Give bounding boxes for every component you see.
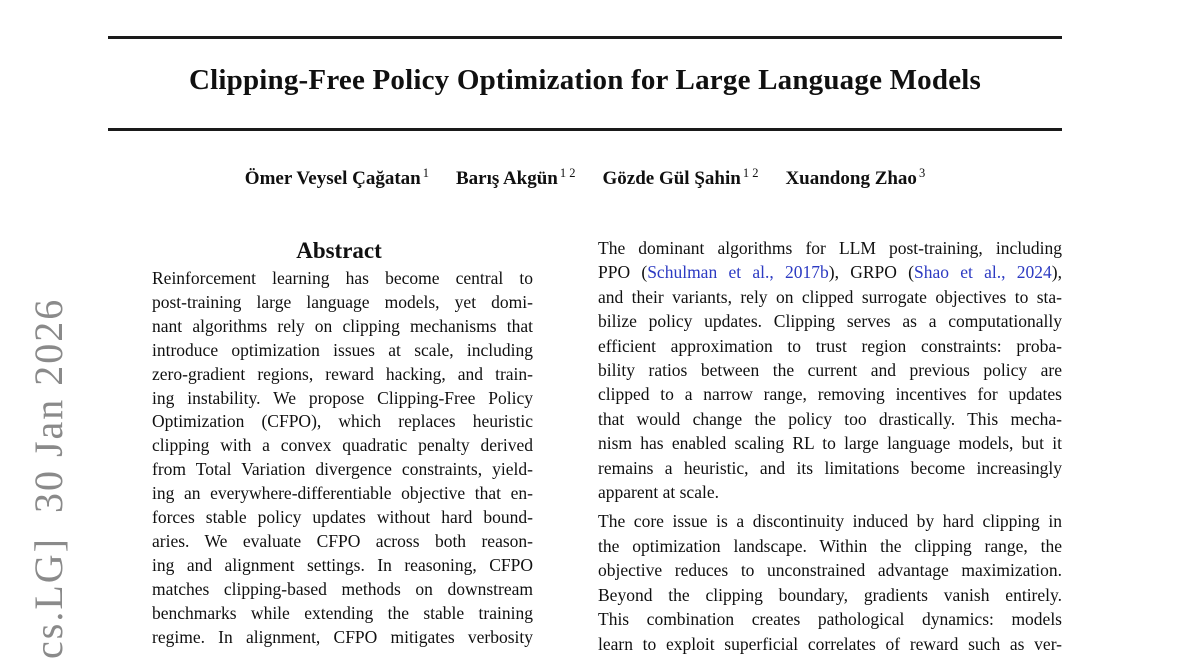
paper-title: Clipping-Free Policy Optimization for Large Language Models (188, 64, 982, 96)
title-rule-top (108, 36, 1062, 39)
abstract-line (152, 387, 533, 411)
text-run: clipping with a convex quadratic penalty derived (152, 435, 533, 456)
body-line (598, 309, 1062, 333)
abstract-line (152, 363, 533, 387)
citation-link[interactable]: Shao et al., 2024 (914, 262, 1052, 283)
text-run: nism has enabled scaling RL to large language models, but it (598, 433, 1062, 454)
text-run: post-training large language models, yet domi- (152, 291, 533, 312)
abstract-line (152, 267, 533, 291)
text-run: regime. In alignment, CFPO mitigates verbosity (152, 626, 533, 647)
author-affiliation-sup: 1 (422, 166, 429, 180)
abstract-line (152, 434, 533, 458)
abstract-line (152, 410, 533, 434)
text-run: nant algorithms rely on clipping mechanisms that (152, 315, 533, 336)
text-run: Reinforcement learning has become central to (152, 268, 533, 288)
author-name: Ömer Veysel Çağatan $^1$ (244, 166, 429, 189)
text-run: This combination creates pathological dynamics: models (598, 609, 1062, 630)
arxiv-stamp: cs.LG] 30 Jan 2026 (26, 297, 71, 659)
abstract-line (152, 626, 533, 650)
abstract-paragraph (152, 267, 533, 650)
body-line (598, 407, 1062, 431)
body-line (598, 632, 1062, 656)
text-run: Optimization (CFPO), which replaces heuristic (152, 411, 533, 432)
text-run: matches clipping-based methods on downstream (152, 578, 533, 599)
body-paragraph (598, 509, 1062, 655)
text-run: efficient approximation to trust region constraints: proba- (598, 335, 1062, 356)
text-run: introduce optimization issues at scale, including (152, 339, 533, 360)
text-run: apparent at scale. (598, 482, 719, 503)
text-run: that would change the policy too drastically. This mecha- (598, 408, 1062, 429)
body-line (598, 509, 1062, 533)
text-run: PPO ( (598, 262, 648, 283)
body-line (598, 456, 1062, 480)
title-rule-bottom (108, 128, 1062, 131)
text-run: ), (1051, 262, 1062, 283)
body-line (598, 334, 1062, 358)
text-run: benchmarks while extending the stable training (152, 602, 533, 623)
text-run: objective reduces to unconstrained advantage maximization. (598, 560, 1062, 581)
text-run: from Total Variation divergence constraints, yield- (152, 459, 533, 480)
body-line (598, 285, 1062, 309)
author-name: Xuandong Zhao $^3$ (785, 166, 926, 189)
author-affiliation-sup: 3 (918, 166, 926, 180)
abstract-line (152, 339, 533, 363)
body-line (598, 558, 1062, 582)
text-run: bility ratios between the current and previous policy are (598, 360, 1062, 381)
abstract-line (152, 578, 533, 602)
text-run: clipped to a narrow range, removing incentives for updates (598, 384, 1062, 405)
abstract-line (152, 506, 533, 530)
abstract-line (152, 458, 533, 482)
author-name: Gözde Gül Şahin $^{1 2}$ (602, 166, 759, 189)
body-line (598, 358, 1062, 382)
author-affiliation-sup: 1 2 (742, 166, 759, 180)
author-list (108, 168, 1062, 190)
abstract-column (152, 267, 533, 655)
text-run: ing an everywhere-differentiable objective that en- (152, 483, 533, 504)
right-column (598, 236, 1062, 661)
citation-link[interactable]: Schulman et al., 2017b (647, 262, 829, 283)
body-line (598, 382, 1062, 406)
abstract-line (152, 530, 533, 554)
body-line (598, 480, 1062, 504)
body-paragraph (598, 236, 1062, 504)
abstract-line (152, 554, 533, 578)
text-run: ing instability. We propose Clipping-Free Policy (152, 387, 533, 408)
body-line (598, 534, 1062, 558)
body-line (598, 431, 1062, 455)
text-run: bilize policy updates. Clipping serves as a computationally (598, 311, 1062, 332)
abstract-line (152, 602, 533, 626)
body-line (598, 260, 1062, 284)
text-run: ), GRPO ( (828, 262, 914, 283)
abstract-line (152, 482, 533, 506)
author-name: Barış Akgün $^{1 2}$ (455, 166, 576, 189)
text-run: ing and alignment settings. In reasoning, CFPO (152, 554, 533, 575)
abstract-line (152, 315, 533, 339)
abstract-heading: Abstract (296, 238, 382, 263)
body-line (598, 607, 1062, 631)
text-run: aries. We evaluate CFPO across both reason- (152, 530, 533, 551)
body-line (598, 236, 1062, 260)
text-run: the optimization landscape. Within the clipping range, the (598, 535, 1062, 556)
text-run: forces stable policy updates without hard bound- (152, 507, 533, 528)
body-line (598, 583, 1062, 607)
text-run: Beyond the clipping boundary, gradients vanish entirely. (598, 584, 1062, 605)
text-run: zero-gradient regions, reward hacking, and train- (152, 363, 533, 384)
text-run: The dominant algorithms for LLM post-training, including (598, 238, 1062, 258)
abstract-line (152, 291, 533, 315)
author-affiliation-sup: 1 2 (559, 166, 576, 180)
text-run: learn to exploit superficial correlates of reward such as ver- (598, 633, 1062, 654)
text-run: The core issue is a discontinuity induced by hard clipping in (598, 511, 1062, 532)
text-run: remains a heuristic, and its limitations become increasingly (598, 457, 1062, 478)
text-run: and their variants, rely on clipped surrogate objectives to sta- (598, 286, 1062, 307)
